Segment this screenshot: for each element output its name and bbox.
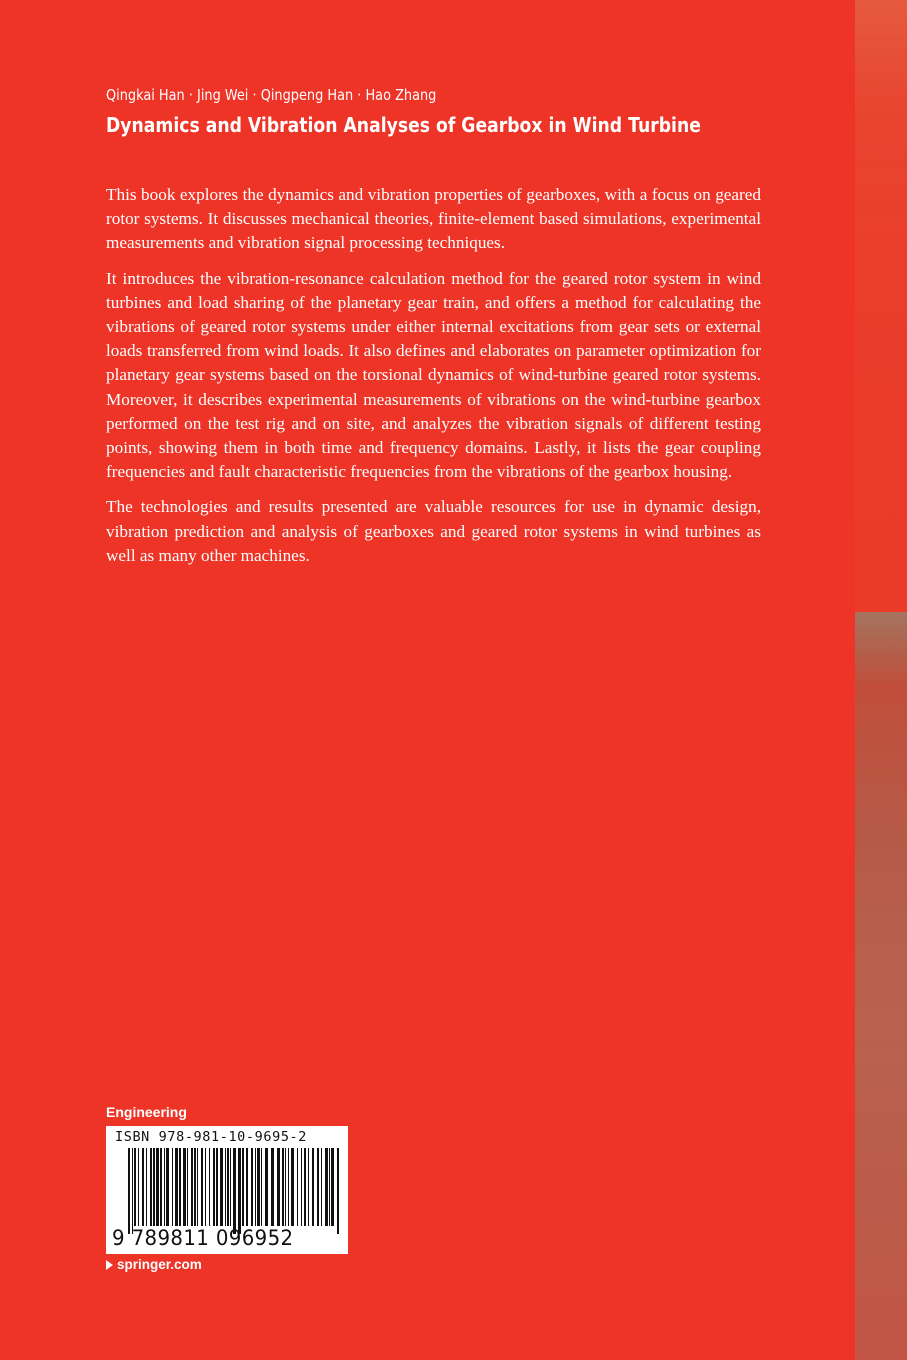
barcode-bar xyxy=(187,1148,188,1226)
description-paragraph-3: The technologies and results presented are valuable resources for use in dynamic design, vibration prediction and analysis of gearboxes and geared rotor systems in wind turbines as well as many other machines. xyxy=(106,497,761,565)
barcode-bar xyxy=(172,1148,173,1226)
barcode-bar xyxy=(132,1148,133,1234)
barcode-bar xyxy=(213,1148,215,1226)
barcode-bar xyxy=(179,1148,181,1226)
barcode-bar xyxy=(233,1148,236,1234)
barcode-bar xyxy=(271,1148,274,1226)
barcode-bar xyxy=(337,1148,339,1234)
barcode-bar xyxy=(285,1148,286,1226)
barcode-bar xyxy=(153,1148,155,1226)
spine-edge-lower xyxy=(855,612,907,1360)
barcode-bar xyxy=(166,1148,169,1226)
barcode-bar xyxy=(191,1148,193,1226)
subject-category: Engineering xyxy=(106,1104,187,1120)
description-paragraph-1: This book explores the dynamics and vibration properties of gearboxes, with a focus on geared rotor systems. It discusses mechanical theories, finite-element based simulations, experimental measurements and vibration signal processing techniques. xyxy=(106,185,761,253)
barcode-bar xyxy=(242,1148,244,1226)
barcode-bar xyxy=(265,1148,268,1226)
ean-digits: 9 789811 096952 xyxy=(112,1226,294,1250)
barcode-bar xyxy=(321,1148,322,1226)
barcode-bar xyxy=(138,1148,139,1226)
author-list: Qingkai Han · Jing Wei · Qingpeng Han · Hao Zhang xyxy=(106,86,437,104)
barcode-bar xyxy=(308,1148,309,1226)
book-description xyxy=(106,183,761,579)
triangle-right-icon xyxy=(106,1260,113,1270)
barcode-bar xyxy=(164,1148,165,1226)
publisher-url: springer.com xyxy=(117,1257,202,1272)
barcode-bar xyxy=(317,1148,319,1226)
barcode-bar xyxy=(246,1148,248,1226)
barcode-bar xyxy=(156,1148,159,1226)
barcode-bar xyxy=(197,1148,198,1226)
barcode-bar xyxy=(201,1148,203,1226)
spine-edge-upper xyxy=(855,0,907,612)
barcode-bar xyxy=(227,1148,229,1226)
barcode-bar xyxy=(175,1148,178,1226)
barcode-bar xyxy=(150,1148,152,1226)
barcode-bar xyxy=(301,1148,302,1226)
book-title: Dynamics and Vibration Analyses of Gearbox in Wind Turbine xyxy=(106,113,701,137)
isbn-label: ISBN 978-981-10-9695-2 xyxy=(115,1129,308,1145)
isbn-barcode xyxy=(106,1126,348,1254)
barcode-bar xyxy=(291,1148,294,1226)
barcode-bar xyxy=(160,1148,162,1226)
barcode-bar xyxy=(331,1148,334,1226)
barcode-bar xyxy=(251,1148,253,1226)
barcode-bar xyxy=(209,1148,210,1226)
barcode-bar xyxy=(238,1148,241,1234)
barcode-bar xyxy=(220,1148,223,1226)
description-paragraph-2: It introduces the vibration-resonance calculation method for the geared rotor system in wind turbines and load sharing of the planetary gear train, and offers a method for calculating the vibrations of geared rotor systems under either internal excitations from gear sets or external loads transferred from wind loads. It also defines and elaborates on parameter optimization for planetary gear systems based on the torsional dynamics of wind-turbine geared rotor systems. Moreover, it describes experimental measurements of vibrations on the wind-turbine gearbox performed on the test rig and on site, and analyzes the vibration signals of different testing points, showing them in both time and frequency domains. Lastly, it lists the gear coupling frequencies and fault characteristic frequencies from the vibrations of the gearbox housing. xyxy=(106,268,761,482)
barcode-bar xyxy=(142,1148,144,1226)
barcode-bar xyxy=(225,1148,226,1226)
barcode-bar xyxy=(304,1148,306,1226)
barcode-bar xyxy=(312,1148,314,1226)
barcode-bar xyxy=(216,1148,218,1226)
barcode-bar xyxy=(134,1148,136,1226)
barcode-bar xyxy=(277,1148,280,1226)
barcode-bar xyxy=(297,1148,298,1226)
barcode-bar xyxy=(288,1148,289,1226)
barcode-bar xyxy=(325,1148,328,1226)
barcode-bar xyxy=(194,1148,196,1226)
barcode-bar xyxy=(257,1148,260,1226)
barcode-bar xyxy=(205,1148,206,1226)
barcode-bar xyxy=(261,1148,262,1226)
barcode-bar xyxy=(128,1148,130,1234)
barcode-bar xyxy=(146,1148,147,1226)
barcode-bar xyxy=(230,1148,231,1226)
barcode-bar xyxy=(255,1148,256,1226)
publisher-link[interactable] xyxy=(106,1257,202,1272)
barcode-bar xyxy=(329,1148,330,1226)
barcode-bar xyxy=(183,1148,186,1226)
barcode-bar xyxy=(282,1148,284,1226)
